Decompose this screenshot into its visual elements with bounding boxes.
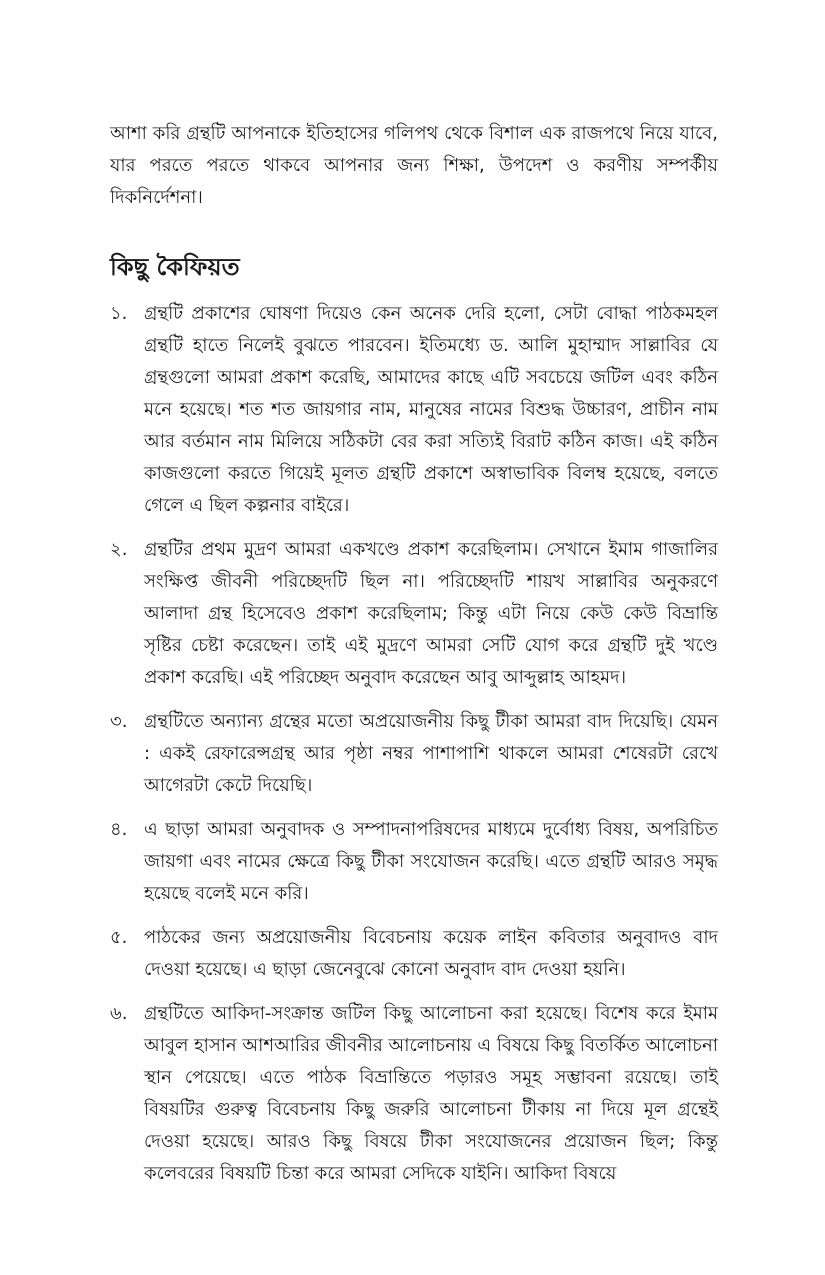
list-item-text: গ্রন্থটিতে অন্যান্য গ্রন্থের মতো অপ্রয়োজনীয় কিছু টীকা আমরা বাদ দিয়েছি। যেমন : একই রেফারেন্সগ্রন্থ আর পৃষ্ঠা নম্বর পাশাপাশি থাকলে আমরা শেষেরটা রেখে আগেরটা কেটে দিয়েছি। [144, 711, 718, 796]
list-item [110, 814, 718, 910]
list-item-text: এ ছাড়া আমরা অনুবাদক ও সম্পাদনাপরিষদের মাধ্যমে দুর্বোধ্য বিষয়, অপরিচিত জায়গা এবং নামের ক্ষেত্রে কিছু টীকা সংযোজন করেছি। এতে গ্রন্থটি আরও সমৃদ্ধ হয়েছে বলেই মনে করি। [144, 819, 718, 904]
list-item-number: ১. [110, 303, 128, 324]
numbered-list [110, 298, 718, 1190]
list-item [110, 922, 718, 986]
list-item-text: পাঠকের জন্য অপ্রয়োজনীয় বিবেচনায় কয়েক লাইন কবিতার অনুবাদও বাদ দেওয়া হয়েছে। এ ছাড়া জেনেবুঝে কোনো অনুবাদ বাদ দেওয়া হয়নি। [144, 927, 718, 980]
list-item-text: গ্রন্থটির প্রথম মুদ্রণ আমরা একখণ্ডে প্রকাশ করেছিলাম। সেখানে ইমাম গাজালির সংক্ষিপ্ত জীবনী পরিচ্ছেদটি ছিল না। পরিচ্ছেদটি শায়খ সাল্লাবির অনুকরণে আলাদা গ্রন্থ হিসেবেও প্রকাশ করেছিলাম; কিন্তু এটা নিয়ে কেউ কেউ বিভ্রান্তি সৃষ্টির চেষ্টা করেছেন। তাই এই মুদ্রণে আমরা সেটি যোগ করে গ্রন্থটি দুই খণ্ডে প্রকাশ করেছি। এই পরিচ্ছেদ অনুবাদ করেছেন আবু আব্দুল্লাহ আহমদ। [144, 539, 718, 688]
list-item-number: ৩. [110, 711, 128, 732]
list-item [110, 998, 718, 1190]
section-heading: কিছু কৈফিয়ত [110, 253, 240, 281]
intro-paragraph: আশা করি গ্রন্থটি আপনাকে ইতিহাসের গলিপথ থেকে বিশাল এক রাজপথে নিয়ে যাবে, যার পরতে পরতে থাকবে আপনার জন্য শিক্ষা, উপদেশ ও করণীয় সম্পর্কীয় দিকনির্দেশনা। [110, 123, 718, 208]
list-item [110, 534, 718, 694]
page-content [110, 118, 718, 1202]
list-item-number: ২. [110, 539, 128, 560]
list-item-text: গ্রন্থটিতে আকিদা-সংক্রান্ত জটিল কিছু আলোচনা করা হয়েছে। বিশেষ করে ইমাম আবুল হাসান আশআরির জীবনীর আলোচনায় এ বিষয়ে কিছু বিতর্কিত আলোচনা স্থান পেয়েছে। এতে পাঠক বিভ্রান্তিতে পড়ারও সমূহ সম্ভাবনা রয়েছে। তাই বিষয়টির গুরুত্ব বিবেচনায় কিছু জরুরি আলোচনা টীকায় না দিয়ে মূল গ্রন্থেই দেওয়া হয়েছে। আরও কিছু বিষয়ে টীকা সংযোজনের প্রয়োজন ছিল; কিন্তু কলেবরের বিষয়টি চিন্তা করে আমরা সেদিকে যাইনি। আকিদা বিষয়ে [144, 1003, 718, 1184]
list-item-text: গ্রন্থটি প্রকাশের ঘোষণা দিয়েও কেন অনেক দেরি হলো, সেটা বোদ্ধা পাঠকমহল গ্রন্থটি হাতে নিলেই বুঝতে পারবেন। ইতিমধ্যে ড. আলি মুহাম্মাদ সাল্লাবির যে গ্রন্থগুলো আমরা প্রকাশ করেছি, আমাদের কাছে এটি সবচেয়ে জটিল এবং কঠিন মনে হয়েছে। শত শত জায়গার নাম, মানুষের নামের বিশুদ্ধ উচ্চারণ, প্রাচীন নাম আর বর্তমান নাম মিলিয়ে সঠিকটা বের করা সত্যিই বিরাট কঠিন কাজ। এই কঠিন কাজগুলো করতে গিয়েই মূলত গ্রন্থটি প্রকাশে অস্বাভাবিক বিলম্ব হয়েছে, বলতে গেলে এ ছিল কল্পনার বাইরে। [144, 303, 718, 516]
list-item-number: ৫. [110, 927, 128, 948]
list-item [110, 706, 718, 802]
list-item-number: ৪. [110, 819, 128, 840]
list-item-number: ৬. [110, 1003, 128, 1024]
list-item [110, 298, 718, 522]
